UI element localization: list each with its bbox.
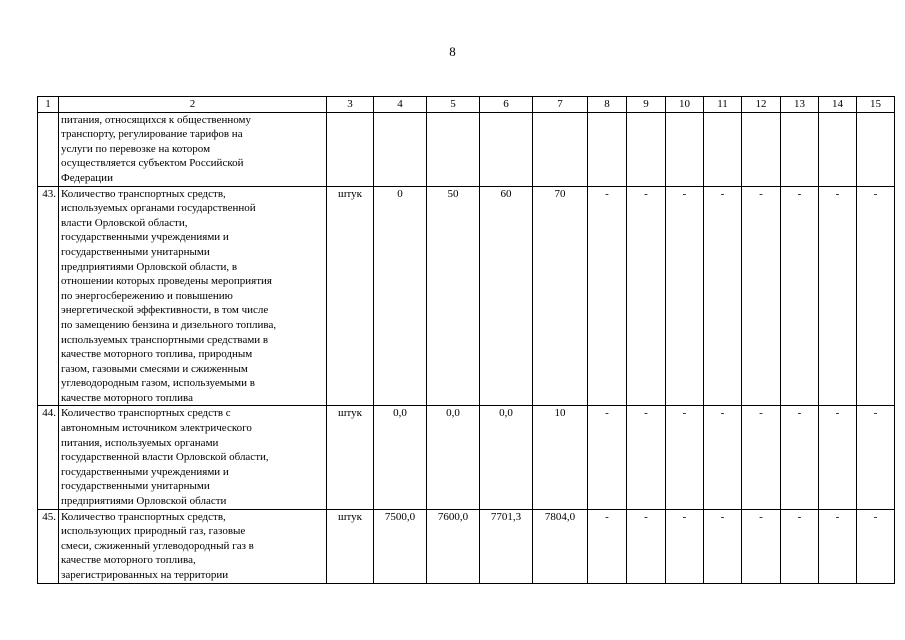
header-cell: 3 <box>327 97 374 113</box>
description-line: по замещению бензина и дизельного топлива, <box>61 318 277 331</box>
table-row <box>38 112 895 186</box>
value-cell: 0 <box>374 186 427 406</box>
description-line: власти Орловской области, <box>61 216 188 229</box>
description-line: использующих природный газ, газовые <box>61 525 246 538</box>
empty-cell <box>588 112 627 186</box>
value-cell: 7804,0 <box>533 509 588 583</box>
empty-cell <box>666 112 704 186</box>
row-description <box>59 406 327 509</box>
empty-cell <box>742 112 781 186</box>
description-line: государственной власти Орловской области, <box>61 451 269 464</box>
value-cell: 7701,3 <box>480 509 533 583</box>
description-line: энергетической эффективности, в том числе <box>61 304 269 317</box>
empty-cell <box>627 112 666 186</box>
value-cell <box>427 112 480 186</box>
description-line: качестве моторного топлива, <box>61 554 196 567</box>
row-description <box>59 186 327 406</box>
dash-cell: - <box>742 509 781 583</box>
value-cell: 70 <box>533 186 588 406</box>
row-number: 45. <box>38 509 59 583</box>
description-line: питания, относящихся к общественному <box>61 113 251 126</box>
dash-cell: - <box>627 406 666 509</box>
dash-cell: - <box>588 186 627 406</box>
description-line: государственными унитарными <box>61 480 210 493</box>
description-line: автономным источником электрического <box>61 422 252 435</box>
row-number: 44. <box>38 406 59 509</box>
dash-cell: - <box>666 186 704 406</box>
description-line: Количество транспортных средств, <box>61 187 226 200</box>
description-line: качестве моторного топлива <box>61 391 193 404</box>
dash-cell: - <box>704 509 742 583</box>
unit-cell <box>327 112 374 186</box>
dash-cell: - <box>781 186 819 406</box>
unit-cell: штук <box>327 509 374 583</box>
dash-cell: - <box>781 406 819 509</box>
dash-cell: - <box>704 406 742 509</box>
table-row <box>38 406 895 509</box>
dash-cell: - <box>742 186 781 406</box>
row-description <box>59 509 327 583</box>
header-cell: 4 <box>374 97 427 113</box>
header-cell: 10 <box>666 97 704 113</box>
header-cell: 15 <box>857 97 895 113</box>
value-cell: 7600,0 <box>427 509 480 583</box>
value-cell: 50 <box>427 186 480 406</box>
value-cell <box>480 112 533 186</box>
dash-cell: - <box>857 186 895 406</box>
dash-cell: - <box>819 509 857 583</box>
dash-cell: - <box>857 509 895 583</box>
description-line: осуществляется субъектом Российской <box>61 157 244 170</box>
row-number <box>38 112 59 186</box>
description-line: транспорту, регулирование тарифов на <box>61 128 243 141</box>
table-row <box>38 509 895 583</box>
value-cell: 0,0 <box>374 406 427 509</box>
description-line: качестве моторного топлива, природным <box>61 348 253 361</box>
dash-cell: - <box>627 509 666 583</box>
description-line: отношении которых проведены мероприятия <box>61 275 272 288</box>
header-cell: 12 <box>742 97 781 113</box>
value-cell: 10 <box>533 406 588 509</box>
dash-cell: - <box>666 509 704 583</box>
description-line: услуги по перевозке на котором <box>61 142 211 155</box>
header-cell: 1 <box>38 97 59 113</box>
description-line: используемых транспортными средствами в <box>61 333 269 346</box>
value-cell: 0,0 <box>480 406 533 509</box>
description-line: предприятиями Орловской области, в <box>61 260 238 273</box>
description-line: Федерации <box>61 171 113 184</box>
empty-cell <box>704 112 742 186</box>
description-line: используемых органами государственной <box>61 202 256 215</box>
description-line: питания, используемых органами <box>61 436 219 449</box>
dash-cell: - <box>666 406 704 509</box>
unit-cell: штук <box>327 406 374 509</box>
description-line: государственными унитарными <box>61 245 210 258</box>
description-line: углеводородным газом, используемыми в <box>61 377 255 390</box>
value-cell: 60 <box>480 186 533 406</box>
dash-cell: - <box>627 186 666 406</box>
dash-cell: - <box>588 406 627 509</box>
value-cell <box>374 112 427 186</box>
dash-cell: - <box>704 186 742 406</box>
description-line: газом, газовыми смесями и сжиженным <box>61 362 248 375</box>
empty-cell <box>857 112 895 186</box>
header-cell: 2 <box>59 97 327 113</box>
empty-cell <box>819 112 857 186</box>
table-row <box>38 186 895 406</box>
page-number: 8 <box>449 44 456 59</box>
value-cell: 0,0 <box>427 406 480 509</box>
header-cell: 9 <box>627 97 666 113</box>
dash-cell: - <box>857 406 895 509</box>
description-line: смеси, сжиженный углеводородный газ в <box>61 539 254 552</box>
description-line: государственными учреждениями и <box>61 231 229 244</box>
dash-cell: - <box>781 509 819 583</box>
unit-cell: штук <box>327 186 374 406</box>
description-line: Количество транспортных средств с <box>61 407 231 420</box>
dash-cell: - <box>819 406 857 509</box>
dash-cell: - <box>819 186 857 406</box>
header-cell: 11 <box>704 97 742 113</box>
row-description <box>59 112 327 186</box>
value-cell: 7500,0 <box>374 509 427 583</box>
dash-cell: - <box>588 509 627 583</box>
row-number: 43. <box>38 186 59 406</box>
header-cell: 8 <box>588 97 627 113</box>
empty-cell <box>781 112 819 186</box>
table-header-row <box>38 97 895 113</box>
header-cell: 5 <box>427 97 480 113</box>
header-cell: 6 <box>480 97 533 113</box>
value-cell <box>533 112 588 186</box>
description-line: зарегистрированных на территории <box>61 569 229 581</box>
header-cell: 7 <box>533 97 588 113</box>
description-line: предприятиями Орловской области <box>61 495 227 508</box>
header-cell: 14 <box>819 97 857 113</box>
indicator-table <box>37 96 895 584</box>
description-line: по энергосбережению и повышению <box>61 289 233 302</box>
description-line: государственными учреждениями и <box>61 465 229 478</box>
dash-cell: - <box>742 406 781 509</box>
description-line: Количество транспортных средств, <box>61 510 226 523</box>
header-cell: 13 <box>781 97 819 113</box>
